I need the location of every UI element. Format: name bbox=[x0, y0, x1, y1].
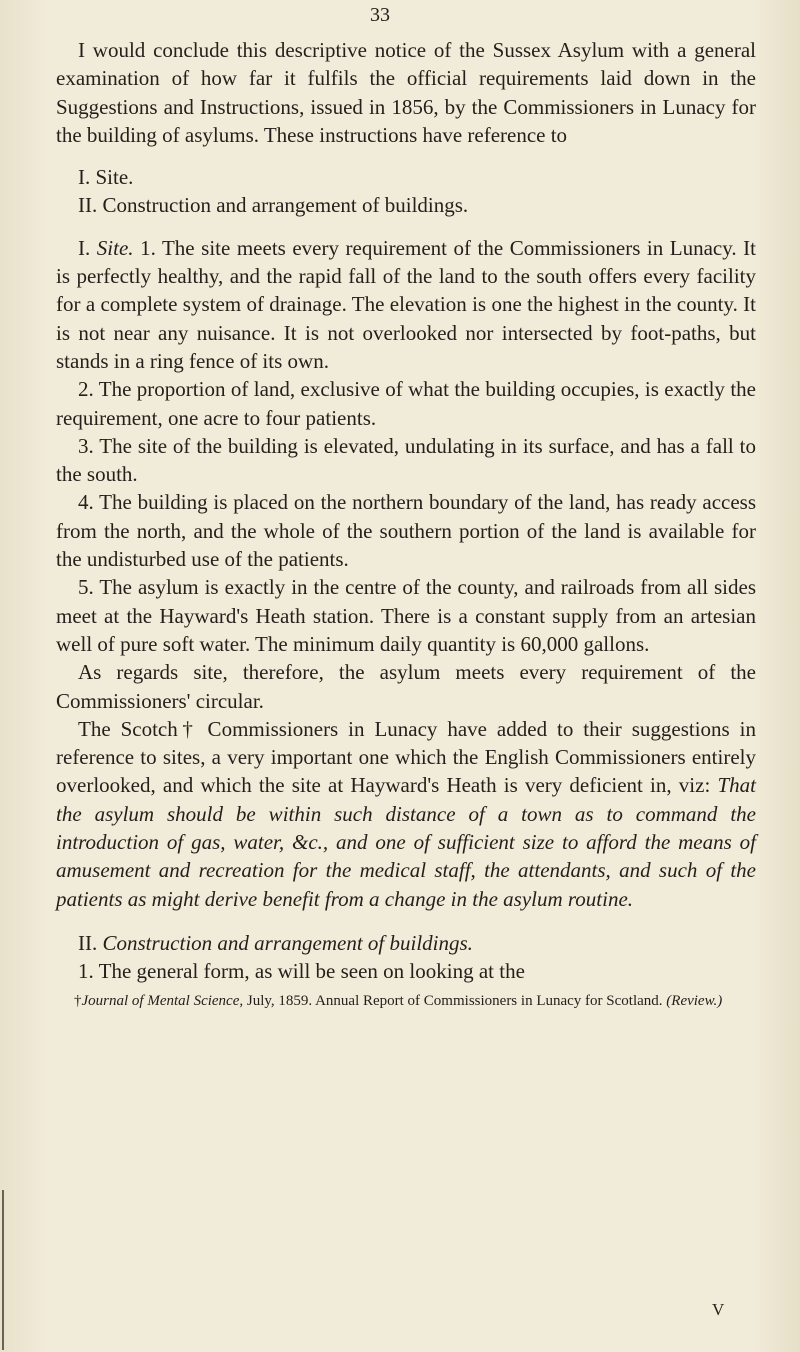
footnote-review: (Review.) bbox=[666, 992, 723, 1009]
footnote bbox=[56, 992, 756, 1011]
site-point-5: 5. The asylum is exactly in the centre of the county, and railroads from all sides meet at the Hayward's Heath station. There is a constant supply from an artesian well of pure soft water. The minimum daily quantity is 60,000 gallons. bbox=[56, 575, 756, 656]
construction-heading-line bbox=[56, 929, 756, 957]
construction-point-1: 1. The general form, as will be seen on looking at the bbox=[78, 959, 525, 984]
site-point-1 bbox=[56, 234, 756, 375]
scotch-paragraph bbox=[56, 715, 756, 913]
intro-paragraph: I would conclude this descriptive notice of the Sussex Asylum with a general examination of how far it fulfils the official requirements laid down in the Suggestions and Instructions, issued in 1856, by the Commissioners in Lunacy for the building of asylums. These instructions have reference to bbox=[56, 38, 756, 147]
site-point-1-text: 1. The site meets every requirement of the Commissioners in Lunacy. It is perfectly healthy, and the rapid fall of the land to the south offers every facility for a complete system of drainage. The elevation is one the highest in the county. It is not near any nuisance. It is not overlooked nor intersected by foot-paths, but stands in a ring fence of its own. bbox=[56, 235, 756, 373]
outline-item-construction: II. Construction and arrangement of buildings. bbox=[78, 193, 469, 218]
site-heading: Site. bbox=[96, 235, 134, 260]
site-summary: As regards site, therefore, the asylum meets every requirement of the Commissioners' circular. bbox=[56, 660, 756, 713]
outline-item-site: I. Site. bbox=[78, 165, 134, 190]
construction-heading: Construction and arrangement of buildings. bbox=[102, 930, 473, 955]
footnote-source: Journal of Mental Science, bbox=[81, 992, 244, 1009]
body-text bbox=[56, 36, 756, 1011]
scotch-suggestion: That the asylum should be within such distance of a town as to command the introduction of gas, water, &c., and one of sufficient size to afford the means of amusement and recreation for the medical staff, the attendants, and such of the patients as might derive benefit from a change in the asylum routine. bbox=[56, 773, 756, 911]
construction-heading-num: II. bbox=[78, 930, 98, 955]
site-point-2: 2. The proportion of land, exclusive of what the building occupies, is exactly the requirement, one acre to four patients. bbox=[56, 377, 756, 430]
footnote-rest: July, 1859. Annual Report of Commissioners in Lunacy for Scotland. bbox=[246, 992, 663, 1009]
binding-edge bbox=[2, 1190, 4, 1350]
scotch-text: The Scotch† Commissioners in Lunacy have added to their suggestions in reference to sites, a very important one which the English Commissioners entirely overlooked, and which the site at Hayward's Heath is very deficient in, viz: bbox=[56, 716, 756, 798]
site-point-4: 4. The building is placed on the northern boundary of the land, has ready access from the north, and the whole of the southern portion of the land is available for the undisturbed use of the patients. bbox=[56, 490, 756, 572]
site-point-3: 3. The site of the building is elevated, undulating in its surface, and has a fall to the south. bbox=[56, 433, 756, 487]
page-number: 33 bbox=[370, 4, 390, 26]
signature-mark: V bbox=[712, 1300, 725, 1319]
site-heading-num: I. bbox=[78, 235, 91, 260]
footnote-mark: † bbox=[74, 992, 82, 1009]
